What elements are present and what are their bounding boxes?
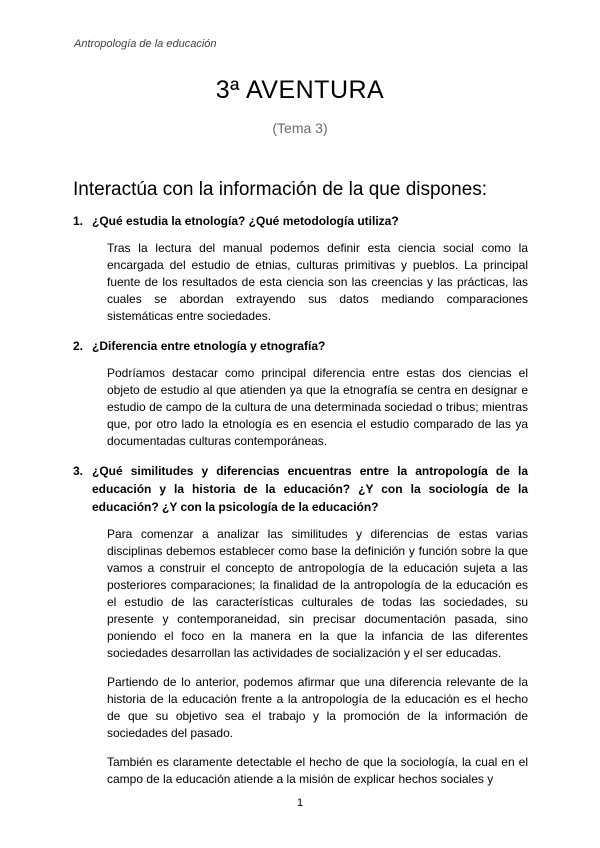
question-item — [73, 462, 528, 516]
answer-paragraph: Tras la lectura del manual podemos definir esta ciencia social como la encargada del estudio de etnias, culturas primitivas y pueblos. La principal fuente de los resultados de esta ciencia son las creencias y las prácticas, las cuales se abordan extrayendo sus datos mediando comparaciones sistemáticas entre sociedades. — [107, 241, 528, 323]
question-text: ¿Qué similitudes y diferencias encuentras entre la antropología de la educación y la historia de la educación? ¿Y con la sociología de la educación? ¿Y con la psicología de la educación? — [92, 464, 528, 514]
question-item — [73, 337, 528, 355]
answer-paragraph: También es claramente detectable el hecho de que la sociología, la cual en el campo de la educación atiende a la misión de explicar hechos sociales y — [107, 755, 528, 786]
question-list — [73, 212, 528, 800]
page-number: 1 — [296, 797, 304, 809]
question-number: 1. — [73, 214, 84, 228]
question-number: 2. — [73, 339, 84, 353]
section-heading: Interactúa con la información de la que dispones: — [73, 179, 488, 200]
answer-paragraph: Partiendo de lo anterior, podemos afirmar que una diferencia relevante de la historia de la educación frente a la antropología de la educación es el hecho de que su objetivo sea el trabajo y la promoción de la información de sociedades del pasado. — [107, 675, 528, 740]
question-text: ¿Diferencia entre etnología y etnografía? — [92, 339, 326, 353]
page-subtitle: (Tema 3) — [272, 120, 328, 136]
answer-paragraph: Podríamos destacar como principal diferencia entre estas dos ciencias el objeto de estudio al que atienden ya que la etnografía se centra en designar e estudio de campo de la cultura de una determinada sociedad o tribus; mientras que, por otro lado la etnología es en esencia el estudio comparado de las ya documentadas culturas contemporáneas. — [107, 366, 528, 448]
page-title: 3ª AVENTURA — [215, 76, 385, 104]
answer-paragraph: Para comenzar a analizar las similitudes y diferencias de estas varias disciplinas debemos establecer como base la definición y función sobre la que vamos a construir el concepto de antropología de la educación sujeta a las posteriores comparaciones; la finalidad de la antropología de la educación es el estudio de las características culturales de todas las sociedades, su presente y contemporaneidad, sin precisar documentación pasada, sino poniendo el foco en la manera en la que la infancia de las diferentes sociedades desarrollan las actividades de socialización y el ser educadas. — [107, 527, 528, 660]
question-item — [73, 212, 528, 230]
running-header: Antropología de la educación — [74, 38, 217, 50]
question-text: ¿Qué estudia la etnología? ¿Qué metodología utiliza? — [92, 214, 399, 228]
question-number: 3. — [73, 464, 84, 478]
